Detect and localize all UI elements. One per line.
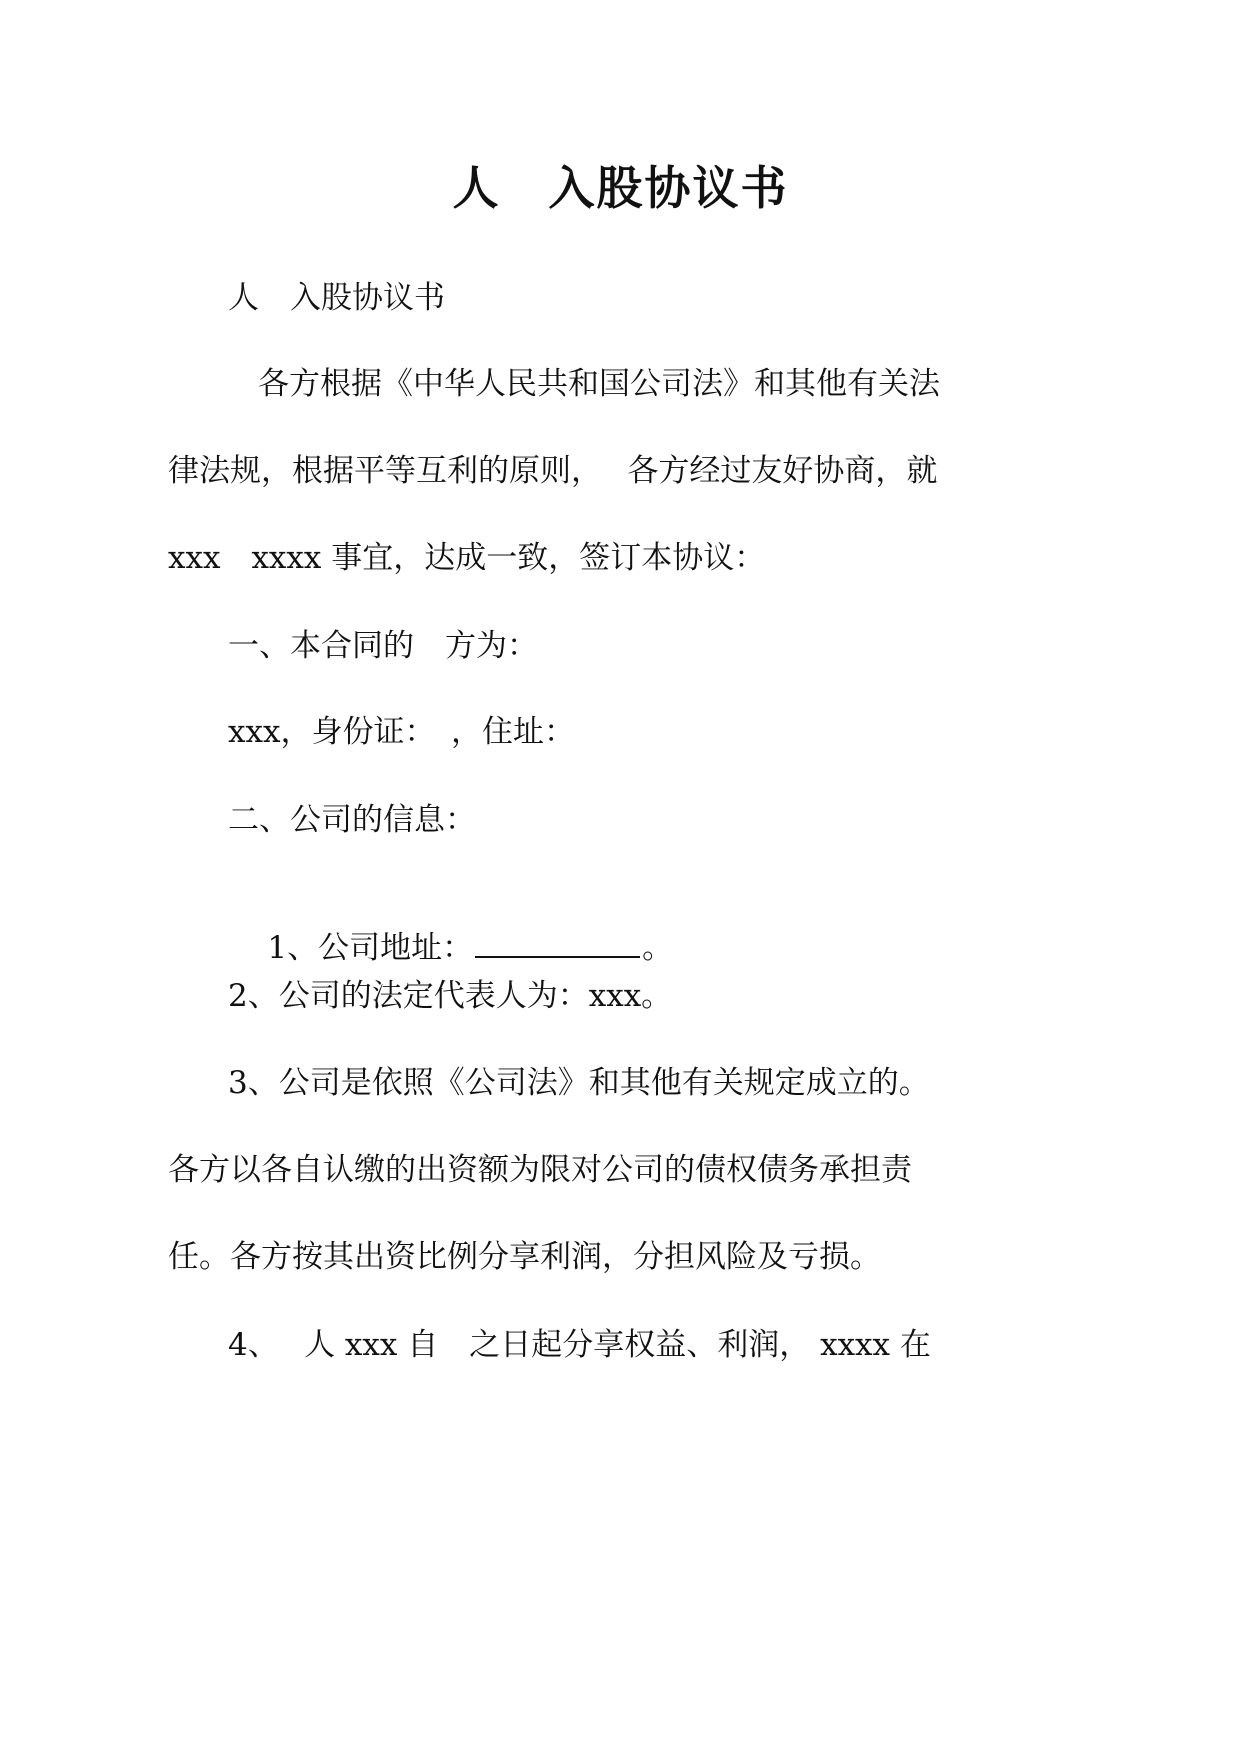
paragraph-3-line-1: 3、公司是依照《公司法》和其他有关规定成立的。 [228,1065,930,1101]
paragraph-1-line-2: 律法规，根据平等互利的原则， 各方经过友好协商，就 [168,453,938,489]
paragraph-1-line-1: 各方根据《中华人民共和国公司法》和其他有关法 [258,366,940,402]
document-title: 人 入股协议书 [452,161,789,215]
paragraph-3-line-3: 任。各方按其出资比例分享利润，分担风险及亏损。 [168,1239,881,1275]
section-2-heading: 二、公司的信息： [228,802,476,838]
address-blank [475,928,640,958]
party-info-line: xxx，身份证： ，住址： [228,714,575,750]
paragraph-4-line-1: 4、 人 xxx 自 之日起分享权益、利润， xxxx 在 [228,1327,931,1363]
paragraph-3-line-2: 各方以各自认缴的出资额为限对公司的债权债务承担责 [168,1152,912,1188]
paragraph-1-line-3: xxx xxxx 事宜，达成一致，签订本协议： [168,540,766,576]
section-1-heading: 一、本合同的 方为： [228,628,538,664]
address-end-mark: 。 [642,930,674,966]
company-address-label: 1、公司地址： [267,930,474,966]
subtitle-line: 人 入股协议书 [228,280,445,316]
legal-representative-line: 2、公司的法定代表人为：xxx。 [228,978,673,1014]
